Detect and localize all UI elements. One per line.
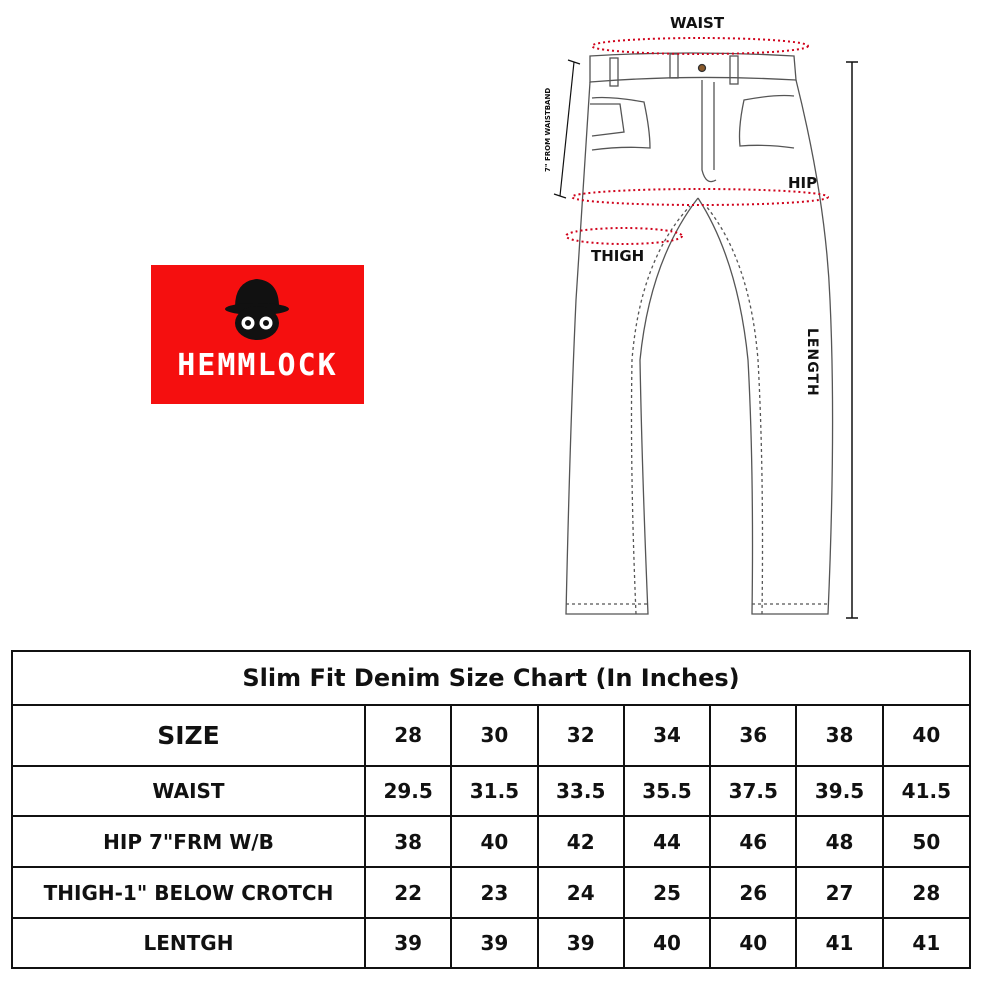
size-cell: 32 bbox=[538, 705, 624, 766]
value-cell: 31.5 bbox=[451, 766, 537, 817]
value-cell: 29.5 bbox=[365, 766, 451, 817]
jeans-outline-icon bbox=[530, 0, 890, 630]
thigh-label: THIGH bbox=[591, 247, 645, 265]
value-cell: 25 bbox=[624, 867, 710, 918]
value-cell: 46 bbox=[710, 816, 796, 867]
hip-label: HIP bbox=[788, 174, 818, 192]
value-cell: 42 bbox=[538, 816, 624, 867]
value-cell: 39 bbox=[451, 918, 537, 967]
value-cell: 27 bbox=[796, 867, 882, 918]
size-chart bbox=[11, 650, 971, 969]
value-cell: 39 bbox=[538, 918, 624, 967]
waist-row bbox=[13, 766, 969, 817]
value-cell: 41 bbox=[883, 918, 969, 967]
row-label: LENTGH bbox=[13, 918, 365, 967]
value-cell: 41 bbox=[796, 918, 882, 967]
value-cell: 26 bbox=[710, 867, 796, 918]
value-cell: 28 bbox=[883, 867, 969, 918]
thigh-row bbox=[13, 867, 969, 918]
value-cell: 48 bbox=[796, 816, 882, 867]
row-label: WAIST bbox=[13, 766, 365, 817]
row-label: HIP 7"FRM W/B bbox=[13, 816, 365, 867]
value-cell: 39.5 bbox=[796, 766, 882, 817]
value-cell: 24 bbox=[538, 867, 624, 918]
size-cell: 40 bbox=[883, 705, 969, 766]
hat-face-mascot-icon bbox=[151, 265, 364, 404]
value-cell: 40 bbox=[624, 918, 710, 967]
from-waistband-label: 7" FROM WAISTBAND bbox=[544, 87, 552, 172]
value-cell: 50 bbox=[883, 816, 969, 867]
value-cell: 37.5 bbox=[710, 766, 796, 817]
size-chart-table bbox=[13, 652, 969, 967]
size-row bbox=[13, 705, 969, 766]
size-cell: 36 bbox=[710, 705, 796, 766]
length-label: LENGTH bbox=[804, 328, 820, 397]
value-cell: 40 bbox=[451, 816, 537, 867]
size-cell: 30 bbox=[451, 705, 537, 766]
brand-logo bbox=[151, 265, 364, 404]
value-cell: 35.5 bbox=[624, 766, 710, 817]
length-row bbox=[13, 918, 969, 967]
brand-name: HEMMLOCK bbox=[177, 348, 338, 383]
waist-label: WAIST bbox=[670, 14, 725, 32]
size-cell: 34 bbox=[624, 705, 710, 766]
jeans-measurement-diagram bbox=[530, 0, 890, 630]
size-cell: 38 bbox=[796, 705, 882, 766]
value-cell: 44 bbox=[624, 816, 710, 867]
value-cell: 40 bbox=[710, 918, 796, 967]
size-cell: 28 bbox=[365, 705, 451, 766]
value-cell: 39 bbox=[365, 918, 451, 967]
value-cell: 41.5 bbox=[883, 766, 969, 817]
value-cell: 33.5 bbox=[538, 766, 624, 817]
value-cell: 22 bbox=[365, 867, 451, 918]
size-header-label: SIZE bbox=[13, 705, 365, 766]
hip-row bbox=[13, 816, 969, 867]
value-cell: 38 bbox=[365, 816, 451, 867]
value-cell: 23 bbox=[451, 867, 537, 918]
row-label: THIGH-1" BELOW CROTCH bbox=[13, 867, 365, 918]
size-chart-title: Slim Fit Denim Size Chart (In Inches) bbox=[13, 652, 969, 705]
